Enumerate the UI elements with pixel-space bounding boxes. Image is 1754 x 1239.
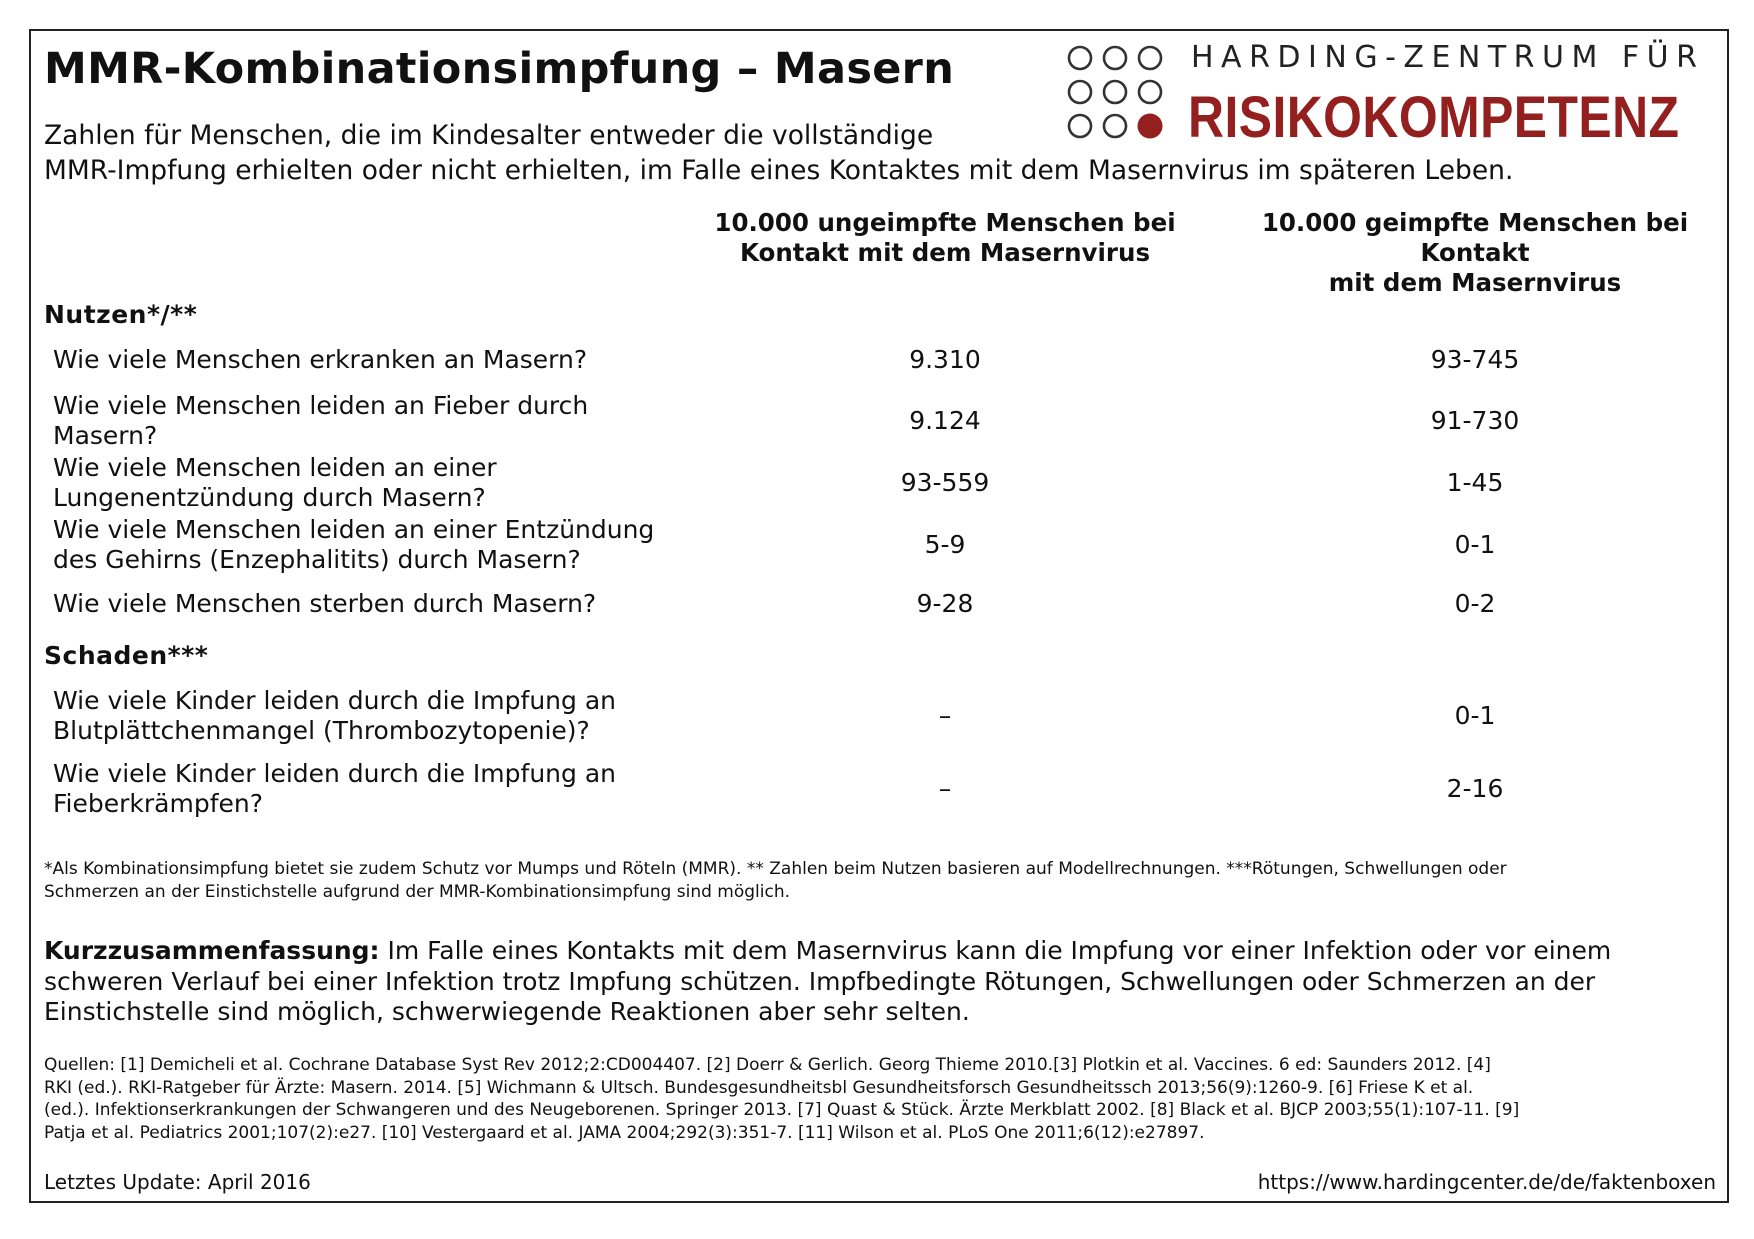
question-line: Wie viele Menschen erkranken an Masern? (53, 345, 588, 374)
summary-text: Im Falle eines Kontakts mit dem Masernvirus kann die Impfung vor einer Infektion oder vor einem (379, 936, 1612, 965)
question-line: des Gehirns (Enzephalitits) durch Masern? (53, 545, 581, 574)
value-unvaccinated: – (938, 774, 952, 803)
section-heading-harm: Schaden*** (44, 641, 209, 670)
value-unvaccinated: – (938, 701, 952, 730)
question-line: Masern? (53, 421, 158, 450)
value-vaccinated: 0-2 (1454, 589, 1496, 618)
summary-line: schweren Verlauf bei einer Infektion trotz Impfung schützen. Impfbedingte Rötungen, Schwellungen oder Schmerzen an der (44, 966, 1596, 996)
page-title: MMR-Kombinationsimpfung – Masern (44, 44, 955, 94)
table-row-question (53, 589, 693, 619)
question-line: Wie viele Menschen leiden an Fieber durch (53, 391, 589, 420)
table-row-question (53, 345, 693, 375)
column-header-line: 10.000 geimpfte Menschen bei (1261, 208, 1689, 237)
section-heading-benefit: Nutzen*/** (44, 300, 198, 329)
question-line: Blutplättchenmangel (Thrombozytopenie)? (53, 716, 590, 745)
logo-main-text: RISIKOKOMPETENZ (1188, 85, 1680, 150)
column-header-line: Kontakt mit dem Masernvirus (739, 238, 1151, 267)
sources (44, 1054, 1519, 1144)
subtitle (44, 118, 1513, 188)
value-vaccinated: 0-1 (1454, 701, 1496, 730)
table-row-question (53, 515, 693, 575)
footnote-line: *Als Kombinationsimpfung bietet sie zudem Schutz vor Mumps und Röteln (MMR). ** Zahlen beim Nutzen basieren auf Modellrechnungen. ***Rötungen, Schwellungen oder (44, 859, 1507, 879)
value-vaccinated: 0-1 (1454, 530, 1496, 559)
value-unvaccinated: 5-9 (924, 530, 966, 559)
value-vaccinated: 2-16 (1446, 774, 1504, 803)
table-row-question (53, 686, 693, 746)
column-header-line: 10.000 ungeimpfte Menschen bei (714, 208, 1176, 237)
summary-label: Kurzzusammenfassung: (44, 936, 380, 965)
value-vaccinated: 93-745 (1430, 345, 1520, 374)
table-row-question (53, 759, 693, 819)
source-url[interactable]: https://www.hardingcenter.de/de/faktenboxen (1257, 1170, 1716, 1194)
question-line: Wie viele Kinder leiden durch die Impfung an (53, 759, 617, 788)
value-unvaccinated: 93-559 (900, 468, 990, 497)
question-line: Wie viele Kinder leiden durch die Impfung an (53, 686, 617, 715)
column-header-line: mit dem Masernvirus (1328, 268, 1622, 297)
question-line: Fieberkrämpfen? (53, 789, 264, 818)
last-update: Letztes Update: April 2016 (44, 1170, 311, 1194)
footnote-line: Schmerzen an der Einstichstelle aufgrund der MMR-Kombinationsimpfung sind möglich. (44, 882, 791, 902)
logo-top-text: HARDING-ZENTRUM FÜR (1191, 40, 1705, 75)
value-vaccinated: 1-45 (1446, 468, 1504, 497)
column-header-unvaccinated (680, 208, 1210, 268)
subtitle-line: MMR-Impfung erhielten oder nicht erhielten, im Falle eines Kontaktes mit dem Masernvirus im späteren Leben. (44, 155, 1514, 186)
subtitle-line: Zahlen für Menschen, die im Kindesalter entweder die vollständige (44, 120, 934, 151)
table-row-question (53, 391, 693, 451)
question-line: Wie viele Menschen leiden an einer Entzündung (53, 515, 655, 544)
question-line: Wie viele Menschen sterben durch Masern? (53, 589, 597, 618)
value-unvaccinated: 9-28 (916, 589, 974, 618)
question-line: Lungenentzündung durch Masern? (53, 483, 486, 512)
table-row-question (53, 453, 693, 513)
sources-line: RKI (ed.). RKI-Ratgeber für Ärzte: Masern. 2014. [5] Wichmann & Ultsch. Bundesgesundheitsbl Gesundheitsforsch Gesundheitssch 2013;56(9):1260-9. [6] Friese K et al. (44, 1077, 1474, 1098)
summary-line (44, 936, 1611, 967)
column-header-vaccinated (1210, 208, 1740, 298)
sources-line: Patja et al. Pediatrics 2001;107(2):e27. [10] Vestergaard et al. JAMA 2004;292(3):351-7. [11] Wilson et al. PLoS One 2011;6(12):e27897. (44, 1122, 1205, 1143)
column-header-line: Kontakt (1420, 238, 1530, 267)
sources-line: (ed.). Infektionserkrankungen der Schwangeren und des Neugeborenen. Springer 2013. [7] Quast & Stück. Ärzte Merkblatt 2002. [8] Black et al. BJCP 2003;55(1):107-11. [9] (44, 1100, 1520, 1120)
summary-line: Einstichstelle sind möglich, schwerwiegende Reaktionen aber sehr selten. (44, 997, 970, 1026)
value-vaccinated: 91-730 (1430, 406, 1520, 435)
summary (44, 936, 1611, 1028)
value-unvaccinated: 9.124 (909, 406, 981, 435)
question-line: Wie viele Menschen leiden an einer (53, 453, 497, 482)
footnote (44, 858, 1507, 904)
value-unvaccinated: 9.310 (909, 345, 981, 374)
sources-line: Quellen: [1] Demicheli et al. Cochrane Database Syst Rev 2012;2:CD004407. [2] Doerr & Gerlich. Georg Thieme 2010.[3] Plotkin et al. Vaccines. 6 ed: Saunders 2012. [4] (44, 1055, 1491, 1075)
